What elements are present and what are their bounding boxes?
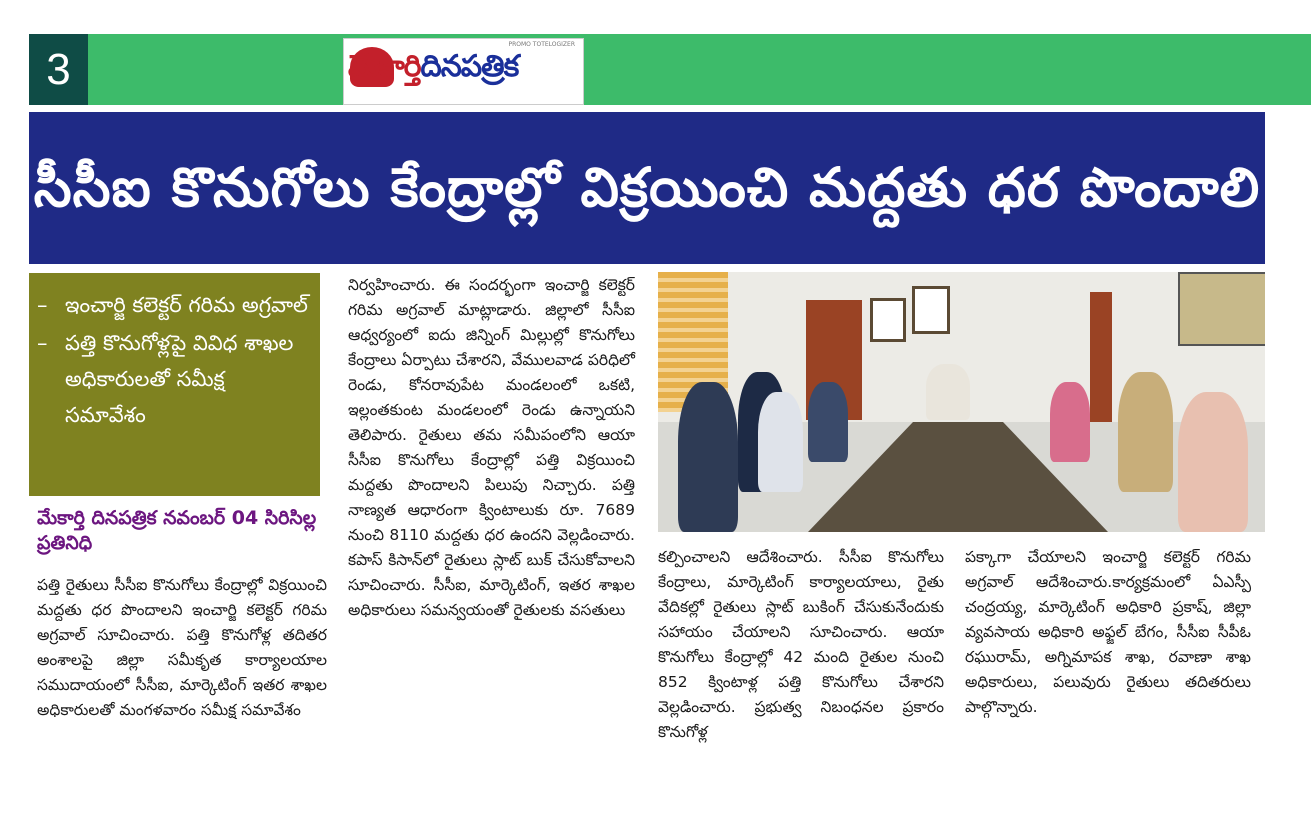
newspaper-logo	[343, 38, 584, 105]
article-column-3: కల్పించాలని ఆదేశించారు. సీసీఐ కొనుగోలు కేంద్రాలు, మార్కెటింగ్ కార్యాలయాలు, రైతు వేదికల్లో రైతులు స్లాట్ బుకింగ్ చేసుకునేందుకు సహాయం చేయాలని సూచించారు. ఆయా కొనుగోలు కేంద్రాల్లో 42 మంది రైతుల నుంచి 852 క్వింటాళ్ల పత్తి కొనుగోలు చేశారని వెల్లడించారు. ప్రభుత్వ నిబంధనల ప్రకారం కొనుగోళ్ల	[658, 548, 944, 741]
article-column-4: పక్కాగా చేయాలని ఇంచార్జి కలెక్టర్ గరిమ అగ్రవాల్ ఆదేశించారు.కార్యక్రమంలో ఏఎస్పీ చంద్రయ్య, మార్కెటింగ్ అధికారి ప్రకాష్, జిల్లా వ్యవసాయ అధికారి అఫ్జల్ బేగం, సీసీఐ సీపీఓ రఘురామ్, అగ్నిమాపక శాఖ, రవాణా శాఖ అధికారులు, పలువురు రైతులు తదితరులు పాల్గొన్నారు.	[965, 548, 1251, 716]
dateline: మేకార్తి దినపత్రిక నవంబర్ 04 సిరిసిల్ల ప్రతినిధి	[37, 507, 317, 554]
highlight-item: – ఇంచార్జి కలెక్టర్ గరిమ అగ్రవాల్	[37, 293, 308, 317]
top-color-bar	[29, 34, 1311, 105]
headline-banner	[29, 112, 1265, 264]
article-column-2: నిర్వహించారు. ఈ సందర్భంగా ఇంచార్జి కలెక్టర్ గరిమ అగ్రవాల్ మాట్లాడారు. జిల్లాలో సీసీఐ ఆధ్వర్యంలో ఐదు జిన్నింగ్ మిల్లుల్లో కొనుగోలు కేంద్రాలు ఏర్పాటు చేశారని, వేములవాడ పరిధిలో రెండు, కోనరావుపేట మండలంలో ఒకటి, ఇల్లంతకుంట మండలంలో రెండు ఉన్నాయని తెలిపారు. రైతులు తమ సమీపంలోని ఆయా సీసీఐ కొనుగోలు కేంద్రాల్లో పత్తి విక్రయించి మద్దతు పొందాలని పిలుపు నిచ్చారు. పత్తి నాణ్యత ఆధారంగా క్వింటాలుకు రూ. 7689 నుంచి 8110 మద్దతు ధర ఉందని వెల్లడించారు. కపాస్ కిసాన్‌లో రైతులు స్లాట్ బుక్ చేసుకోవాలని సూచించారు. సీసీఐ, మార్కెటింగ్, ఇతర శాఖల అధికారులు సమన్వయంతో రైతులకు వసతులు	[348, 276, 635, 619]
article-column-1: పత్తి రైతులు సీసీఐ కొనుగోలు కేంద్రాల్లో విక్రయించి మద్దతు ధర పొందాలని ఇంచార్జి కలెక్టర్ గరిమ అగ్రవాల్ సూచించారు. పత్తి కొనుగోళ్ల తదితర అంశాలపై జిల్లా సమీకృత కార్యాలయాల సముదాయంలో సీసీఐ, మార్కెటింగ్ ఇతర శాఖల అధికారులతో మంగళవారం సమీక్ష సమావేశం	[37, 576, 327, 719]
meeting-photo	[658, 272, 1265, 532]
headline: సీసీఐ కొనుగోలు కేంద్రాల్లో విక్రయించి మద్దతు ధర పొందాలి	[33, 156, 1261, 219]
page-number: 3	[29, 34, 88, 105]
highlight-item: – పత్తి కొనుగోళ్లపై వివిధ శాఖల అధికారులతో సమీక్ష సమావేశం	[37, 331, 294, 427]
logo-wordmark: మేకార్తిదినపత్రిక	[348, 49, 519, 84]
highlights-box	[29, 273, 320, 496]
logo-tagline: PROMO TOTELOGIZER	[508, 41, 575, 48]
